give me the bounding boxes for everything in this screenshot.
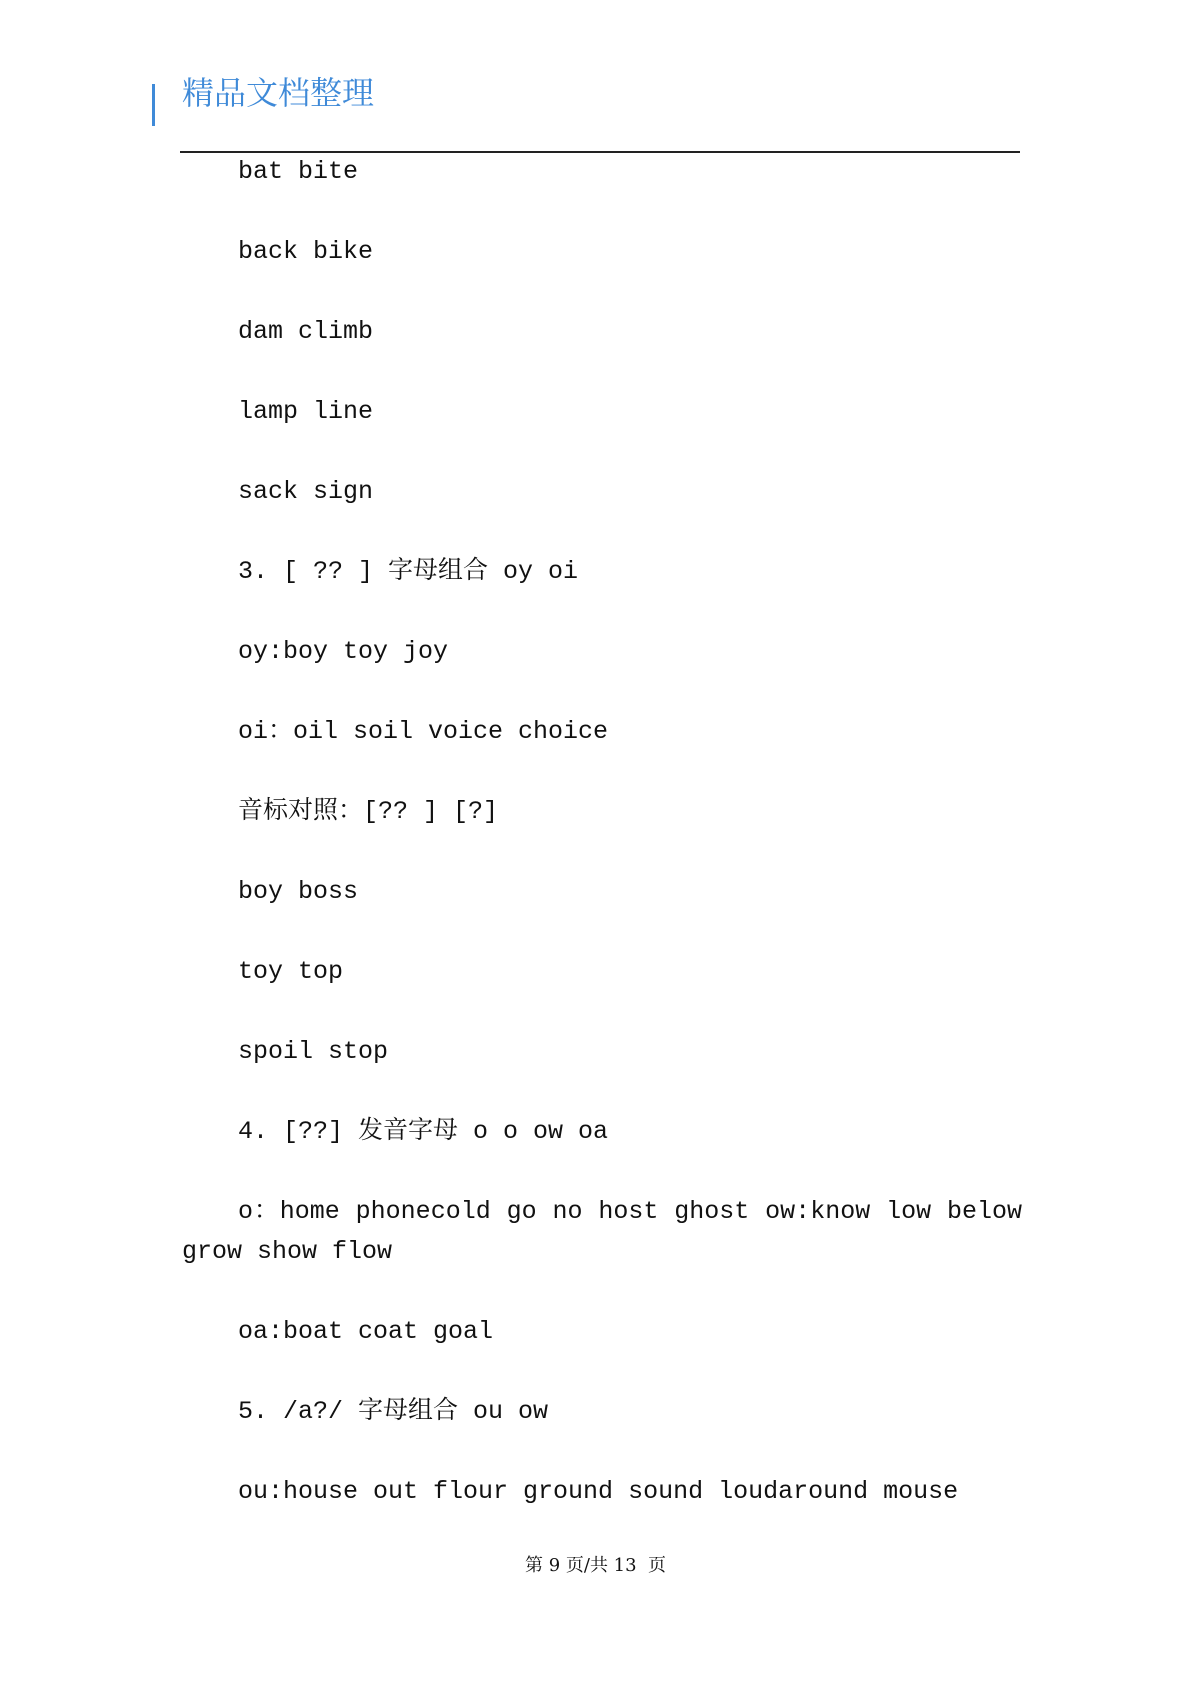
- text-line: lamp line: [238, 397, 374, 426]
- section-heading: 4. [??] 发音字母 o o ow oa: [238, 1117, 609, 1146]
- section-heading: 3. [ ?? ] 字母组合 oy oi: [238, 557, 579, 586]
- page-number: 第 9 页/共 13 页: [524, 1555, 667, 1576]
- text-line: 音标对照：[?? ] [?]: [238, 797, 499, 826]
- text-line: toy top: [238, 957, 344, 986]
- text-line: oa:boat coat goal: [238, 1317, 494, 1346]
- text-line: back bike: [238, 237, 374, 266]
- text-paragraph: o：home phonecold go no host ghost ow:know low below grow show flow: [182, 1197, 1022, 1266]
- text-line: oi：oil soil voice choice: [238, 717, 609, 746]
- text-line: bat bite: [238, 157, 359, 186]
- header-title: 精品文档整理: [182, 74, 375, 112]
- section-heading: 5. /a?/ 字母组合 ou ow: [238, 1397, 549, 1426]
- text-line: oy:boy toy joy: [238, 637, 449, 666]
- header-accent-bar: [152, 84, 155, 126]
- text-line: dam climb: [238, 317, 374, 346]
- text-line: sack sign: [238, 477, 374, 506]
- text-line: ou:house out flour ground sound loudaround mouse: [238, 1477, 959, 1506]
- text-line: spoil stop: [238, 1037, 389, 1066]
- text-line: boy boss: [238, 877, 359, 906]
